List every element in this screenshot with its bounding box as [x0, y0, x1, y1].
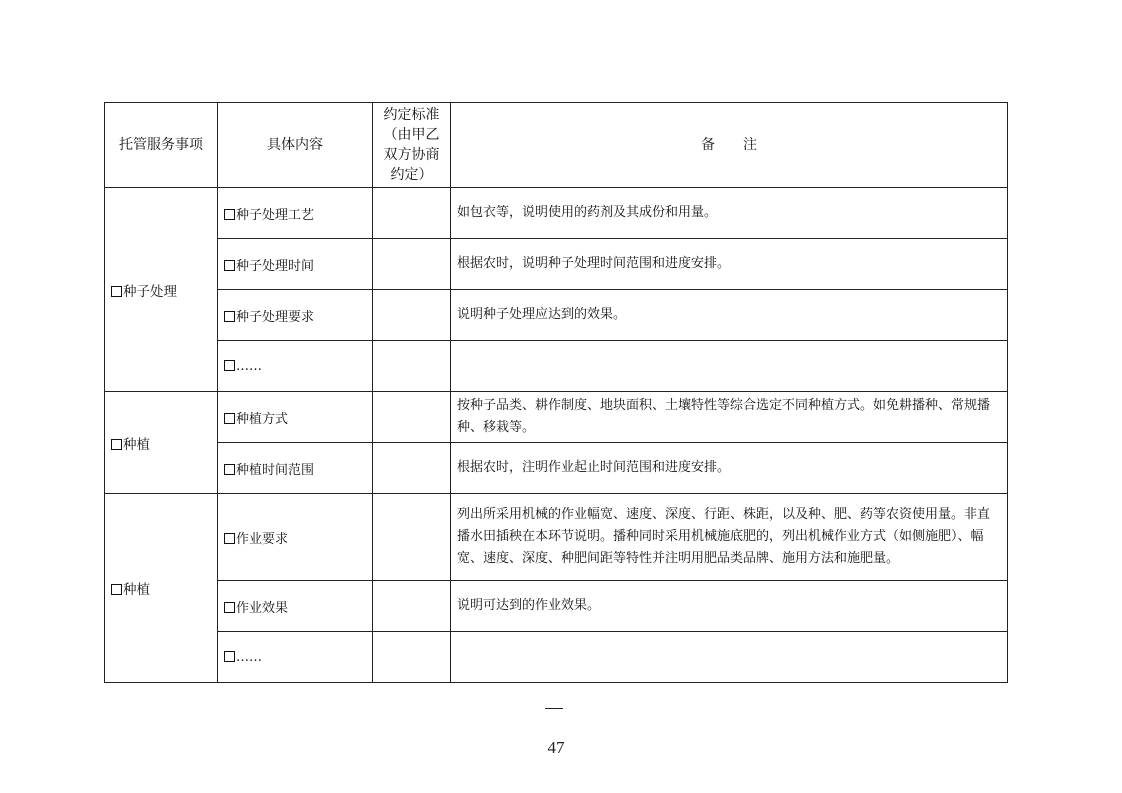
checkbox-icon[interactable]	[224, 360, 235, 371]
header-row	[105, 103, 1008, 188]
table-row	[105, 392, 1008, 443]
header-standard-line: （由甲乙	[383, 127, 440, 143]
table-row	[105, 494, 1008, 581]
category-cell	[105, 188, 218, 392]
category-label: 种植	[123, 582, 150, 598]
category-cell	[105, 392, 218, 494]
checkbox-icon[interactable]	[224, 311, 235, 322]
checkbox-icon[interactable]	[224, 260, 235, 271]
checkbox-icon[interactable]	[224, 413, 235, 424]
standard-cell[interactable]	[373, 290, 451, 341]
checkbox-icon[interactable]	[224, 533, 235, 544]
item-cell	[218, 443, 373, 494]
item-cell	[218, 188, 373, 239]
header-standard-line: 约定）	[390, 167, 433, 183]
note-cell: 根据农时，注明作业起止时间范围和进度安排。	[451, 443, 1008, 494]
item-label: ……	[236, 649, 262, 665]
note-cell: 根据农时，说明种子处理时间范围和进度安排。	[451, 239, 1008, 290]
standard-cell[interactable]	[373, 443, 451, 494]
checkbox-icon[interactable]	[224, 464, 235, 475]
checkbox-icon[interactable]	[224, 209, 235, 220]
category-label: 种子处理	[123, 283, 177, 300]
standard-cell[interactable]	[373, 341, 451, 392]
item-label: 种子处理工艺	[236, 207, 315, 223]
note-cell: 如包衣等，说明使用的药剂及其成份和用量。	[451, 188, 1008, 239]
item-label: 种子处理时间	[236, 258, 315, 274]
checkbox-icon[interactable]	[111, 584, 122, 595]
table-row	[105, 632, 1008, 683]
item-cell	[218, 239, 373, 290]
header-standard-line: 约定标准	[383, 107, 440, 123]
item-label: 作业效果	[236, 600, 289, 616]
header-standard-line: 双方协商	[383, 147, 440, 163]
note-cell: 按种子品类、耕作制度、地块面积、土壤特性等综合选定不同种植方式。如免耕播种、常规播种、移栽等。	[451, 392, 1008, 443]
category-cell	[105, 494, 218, 683]
item-label: 作业要求	[236, 531, 289, 547]
item-label: 种子处理要求	[236, 309, 315, 325]
table-row	[105, 290, 1008, 341]
note-cell: 列出所采用机械的作业幅宽、速度、深度、行距、株距，以及种、肥、药等农资使用量。非直播水田插秧在本环节说明。播种同时采用机械施底肥的，列出机械作业方式（如侧施肥）、幅宽、速度、深度、种肥间距等特性并注明用肥品类品牌、施用方法和施肥量。	[451, 494, 1008, 581]
item-label: ……	[236, 358, 262, 374]
item-cell	[218, 632, 373, 683]
item-cell	[218, 341, 373, 392]
service-table	[104, 102, 1008, 683]
category-label: 种植	[123, 436, 150, 453]
table-row	[105, 443, 1008, 494]
standard-cell[interactable]	[373, 632, 451, 683]
header-note: 备 注	[451, 103, 1008, 188]
item-cell	[218, 581, 373, 632]
page-number: 47	[547, 738, 565, 757]
checkbox-icon[interactable]	[111, 439, 122, 450]
table-row	[105, 341, 1008, 392]
standard-cell[interactable]	[373, 392, 451, 443]
checkbox-icon[interactable]	[111, 286, 122, 297]
item-cell	[218, 290, 373, 341]
note-cell: 说明可达到的作业效果。	[451, 581, 1008, 632]
header-service-item: 托管服务事项	[105, 103, 218, 188]
table-row	[105, 239, 1008, 290]
standard-cell[interactable]	[373, 581, 451, 632]
table-row	[105, 581, 1008, 632]
item-label: 种植方式	[236, 411, 289, 427]
item-label: 种植时间范围	[236, 462, 315, 478]
note-cell	[451, 632, 1008, 683]
header-standard	[373, 103, 451, 188]
table-row	[105, 188, 1008, 239]
item-cell	[218, 494, 373, 581]
checkbox-icon[interactable]	[224, 651, 235, 662]
note-cell: 说明种子处理应达到的效果。	[451, 290, 1008, 341]
standard-cell[interactable]	[373, 188, 451, 239]
note-cell	[451, 341, 1008, 392]
standard-cell[interactable]	[373, 494, 451, 581]
standard-cell[interactable]	[373, 239, 451, 290]
header-content: 具体内容	[218, 103, 373, 188]
footer-divider	[545, 708, 563, 709]
item-cell	[218, 392, 373, 443]
checkbox-icon[interactable]	[224, 602, 235, 613]
